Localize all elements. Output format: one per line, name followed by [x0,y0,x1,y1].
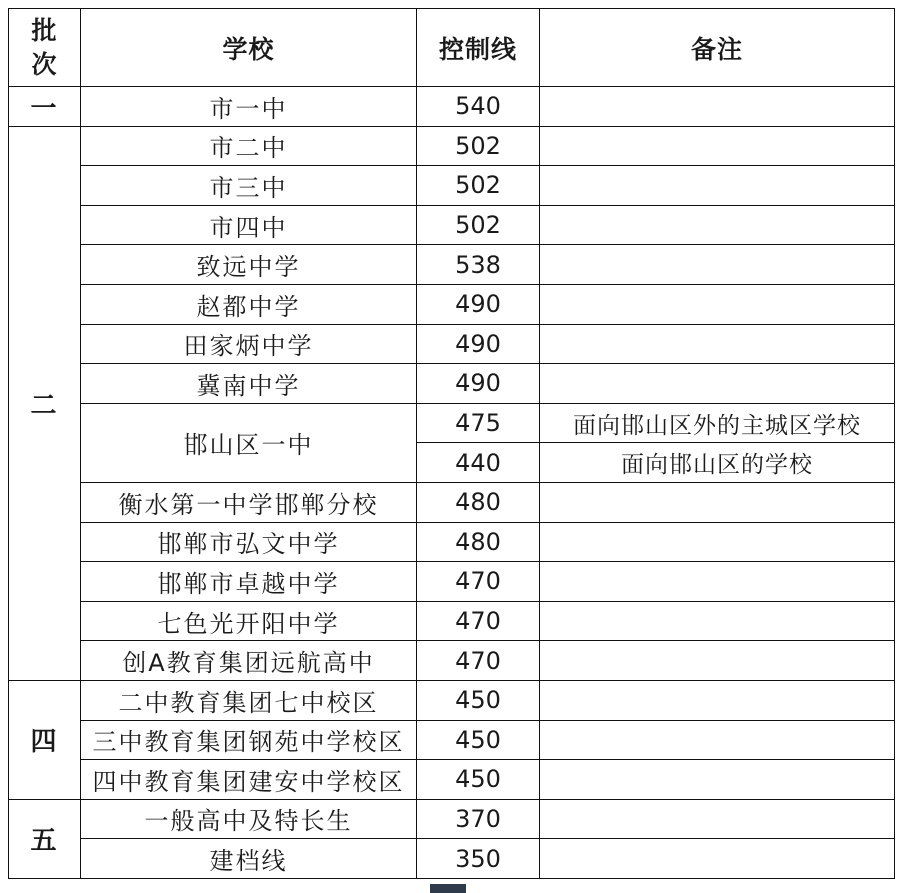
score-cell: 370 [417,799,540,839]
note-cell [540,205,895,245]
score-cell: 490 [417,364,540,404]
score-cell: 502 [417,126,540,166]
table-row [9,720,895,760]
school-cell: 创A教育集团远航高中 [81,641,417,681]
score-cell: 502 [417,166,540,206]
score-cell: 450 [417,680,540,720]
table-row [9,799,895,839]
batch-cell: 五 [9,799,81,878]
table-row [9,680,895,720]
table-row [9,324,895,364]
score-cell: 538 [417,245,540,285]
table-row [9,205,895,245]
table-row [9,562,895,602]
table-row [9,87,895,127]
score-cell: 470 [417,562,540,602]
school-cell: 致远中学 [81,245,417,285]
note-cell [540,324,895,364]
header-note: 备注 [540,9,895,87]
admission-score-table [8,8,895,879]
score-cell: 480 [417,482,540,522]
school-cell: 四中教育集团建安中学校区 [81,760,417,800]
note-cell [540,720,895,760]
note-cell [540,680,895,720]
school-cell: 三中教育集团钢苑中学校区 [81,720,417,760]
score-cell: 470 [417,641,540,681]
school-cell: 市二中 [81,126,417,166]
school-cell: 冀南中学 [81,364,417,404]
note-cell [540,126,895,166]
school-cell: 邯郸市弘文中学 [81,522,417,562]
table-row [9,641,895,681]
note-cell [540,364,895,404]
note-cell [540,245,895,285]
note-cell [540,522,895,562]
note-cell [540,641,895,681]
note-cell [540,482,895,522]
score-cell: 450 [417,720,540,760]
note-cell [540,284,895,324]
note-cell [540,760,895,800]
school-cell: 建档线 [81,839,417,879]
note-cell [540,601,895,641]
note-cell: 面向邯山区外的主城区学校 [540,403,895,443]
score-cell: 440 [417,443,540,483]
table-row [9,482,895,522]
school-cell: 七色光开阳中学 [81,601,417,641]
batch-cell: 一 [9,87,81,127]
school-cell: 田家炳中学 [81,324,417,364]
table-row [9,166,895,206]
table-row [9,839,895,879]
score-cell: 475 [417,403,540,443]
score-cell: 540 [417,87,540,127]
school-cell: 市一中 [81,87,417,127]
note-cell [540,839,895,879]
school-cell: 市三中 [81,166,417,206]
table-row [9,601,895,641]
batch-cell: 四 [9,680,81,799]
header-school: 学校 [81,9,417,87]
score-cell: 490 [417,284,540,324]
note-cell [540,166,895,206]
table-row [9,522,895,562]
score-cell: 350 [417,839,540,879]
school-cell: 市四中 [81,205,417,245]
school-cell: 二中教育集团七中校区 [81,680,417,720]
school-cell: 邯山区一中 [81,403,417,482]
table-row [9,760,895,800]
header-row [9,9,895,87]
score-cell: 450 [417,760,540,800]
score-cell: 480 [417,522,540,562]
note-cell [540,799,895,839]
score-cell: 502 [417,205,540,245]
school-cell: 邯郸市卓越中学 [81,562,417,602]
score-cell: 470 [417,601,540,641]
school-cell: 赵都中学 [81,284,417,324]
school-cell: 一般高中及特长生 [81,799,417,839]
header-batch: 批 次 [9,9,81,87]
note-cell: 面向邯山区的学校 [540,443,895,483]
school-cell: 衡水第一中学邯郸分校 [81,482,417,522]
table-row [9,364,895,404]
batch-cell: 二 [9,126,81,680]
note-cell [540,87,895,127]
note-cell [540,562,895,602]
table-row [9,284,895,324]
score-cell: 490 [417,324,540,364]
bottom-edge-mark [430,884,466,893]
table-row [9,403,895,443]
table-row [9,245,895,285]
table-row [9,126,895,166]
header-score: 控制线 [417,9,540,87]
